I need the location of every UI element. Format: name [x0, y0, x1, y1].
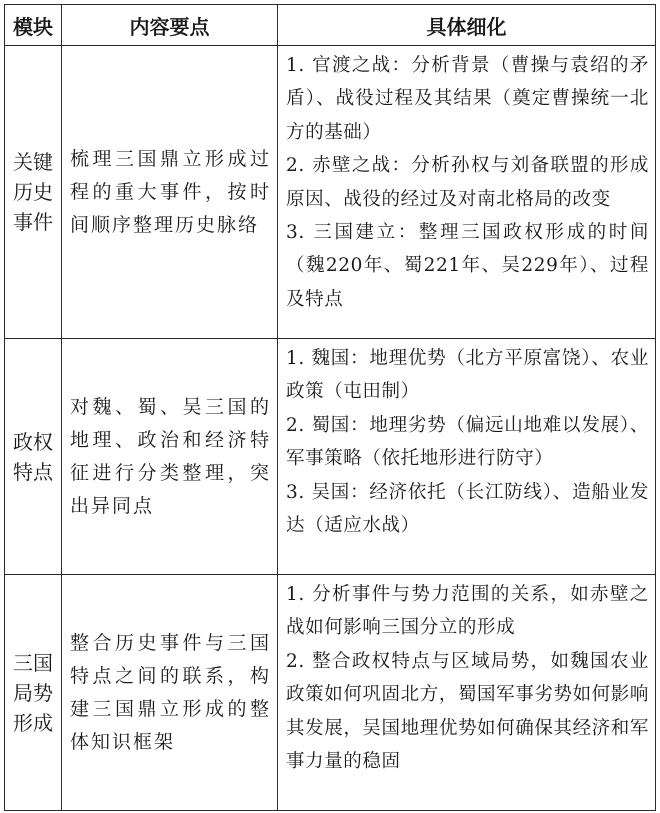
key-points-cell: 整合历史事件与三国特点之间的联系，构建三国鼎立形成的整体知识框架 — [62, 575, 278, 811]
module-label: 关键历史事件 — [13, 150, 53, 234]
module-cell — [5, 339, 62, 575]
header-module: 模块 — [5, 5, 62, 46]
detail-item: 2. 整合政权特点与区域局势，如魏国农业政策如何巩固北方，蜀国军事劣势如何影响其发展，吴国地理优势如何确保其经济和军事力量的稳固 — [286, 650, 649, 773]
header-key-points: 内容要点 — [62, 5, 278, 46]
details-cell — [278, 46, 656, 339]
header-details: 具体细化 — [278, 5, 656, 46]
detail-item: 2. 蜀国：地理劣势（偏远山地难以发展）、军事策略（依托地形进行防守） — [286, 414, 649, 470]
module-cell — [5, 575, 62, 811]
details-cell — [278, 339, 656, 575]
table-row — [5, 46, 656, 339]
module-cell — [5, 46, 62, 339]
key-points-cell: 梳理三国鼎立形成过程的重大事件，按时间顺序整理历史脉络 — [62, 46, 278, 339]
details-cell — [278, 575, 656, 811]
table-row — [5, 339, 656, 575]
module-label: 三国局势形成 — [13, 650, 53, 735]
table-row — [5, 575, 656, 811]
detail-item: 3. 吴国：经济依托（长江防线）、造船业发达（适应水战） — [286, 481, 649, 537]
key-points-cell: 对魏、蜀、吴三国的地理、政治和经济特征进行分类整理，突出异同点 — [62, 339, 278, 575]
detail-item: 2. 赤壁之战：分析孙权与刘备联盟的形成原因、战役的经过及对南北格局的改变 — [286, 155, 649, 210]
detail-item: 1. 官渡之战：分析背景（曹操与袁绍的矛盾）、战役过程及其结果（奠定曹操统一北方的基础） — [286, 55, 649, 143]
header-row — [5, 5, 656, 46]
detail-item: 1. 魏国：地理优势（北方平原富饶）、农业政策（屯田制） — [286, 348, 649, 403]
detail-item: 1. 分析事件与势力范围的关系，如赤壁之战如何影响三国分立的形成 — [286, 584, 649, 639]
content-table — [4, 4, 656, 811]
detail-item: 3. 三国建立：整理三国政权形成的时间（魏220年、蜀221年、吴229年）、过程及特点 — [286, 222, 649, 310]
module-label: 政权特点 — [13, 429, 53, 484]
